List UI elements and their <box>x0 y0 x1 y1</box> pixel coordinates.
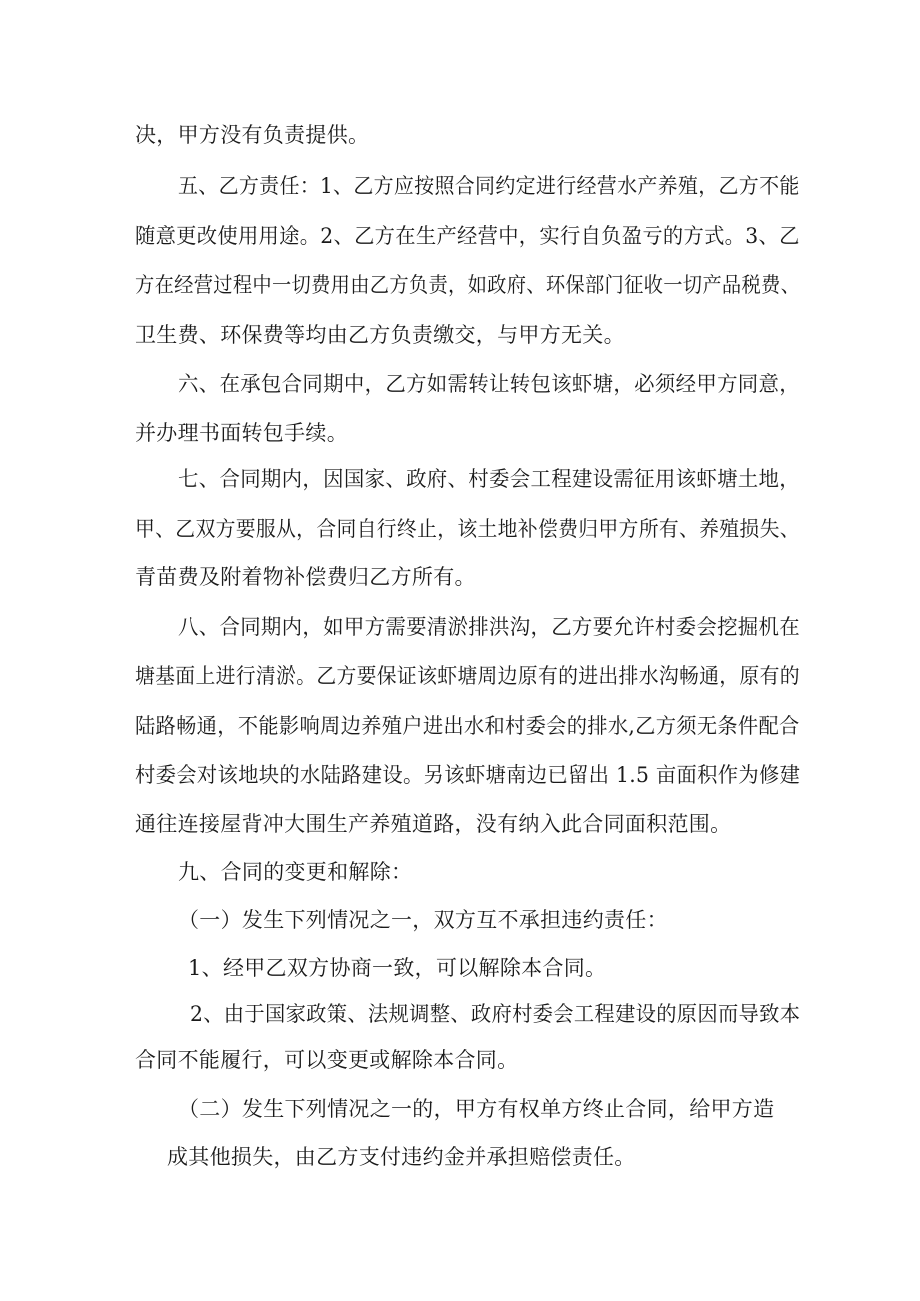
text-line: 卫生费、环保费等均由乙方负责缴交，与甲方无关。 <box>135 323 625 347</box>
text-line: 合同不能履行，可以变更或解除本合同。 <box>135 1048 519 1072</box>
text-line: 塘基面上进行清淤。乙方要保证该虾塘周边原有的进出排水沟畅通，原有的 <box>135 664 800 688</box>
text-line: 九、合同的变更和解除： <box>178 860 413 884</box>
text-line: 通往连接屋背冲大围生产养殖道路，没有纳入此合同面积范围。 <box>135 812 732 836</box>
text-line: 七、合同期内，因国家、政府、村委会工程建设需征用该虾塘土地， <box>178 467 801 491</box>
text-line: 八、合同期内，如甲方需要清淤排洪沟，乙方要允许村委会挖掘机在 <box>178 615 801 639</box>
text-line: 村委会对该地块的水陆路建设。另该虾塘南边已留出 1.5 亩面积作为修建 <box>135 763 801 787</box>
text-line: 青苗费及附着物补偿费归乙方所有。 <box>135 565 476 589</box>
text-line: 并办理书面转包手续。 <box>135 421 348 445</box>
text-line: 决，甲方没有负责提供。 <box>135 123 370 147</box>
text-line: 1、经甲乙双方协商一致，可以解除本合同。 <box>188 956 607 980</box>
text-line: 陆路畅通，不能影响周边养殖户进出水和村委会的排水,乙方须无条件配合 <box>135 714 800 738</box>
text-line: 五、乙方责任：1、乙方应按照合同约定进行经营水产养殖，乙方不能 <box>178 174 800 198</box>
text-line: （二）发生下列情况之一的，甲方有权单方终止合同，给甲方造 <box>178 1097 775 1121</box>
text-line: 六、在承包合同期中，乙方如需转让转包该虾塘，必须经甲方同意， <box>178 372 801 396</box>
text-line: 2、由于国家政策、法规调整、政府村委会工程建设的原因而导致本 <box>190 1002 801 1026</box>
text-line: （一）发生下列情况之一，双方互不承担违约责任： <box>178 908 668 932</box>
text-line: 方在经营过程中一切费用由乙方负责，如政府、环保部门征收一切产品税费、 <box>135 273 801 297</box>
text-line: 随意更改使用用途。2、乙方在生产经营中，实行自负盈亏的方式。3、乙 <box>135 224 800 248</box>
text-line: 成其他损失，由乙方支付违约金并承担赔偿责任。 <box>167 1145 636 1169</box>
text-line: 甲、乙双方要服从，合同自行终止，该土地补偿费归甲方所有、养殖损失、 <box>135 517 800 541</box>
